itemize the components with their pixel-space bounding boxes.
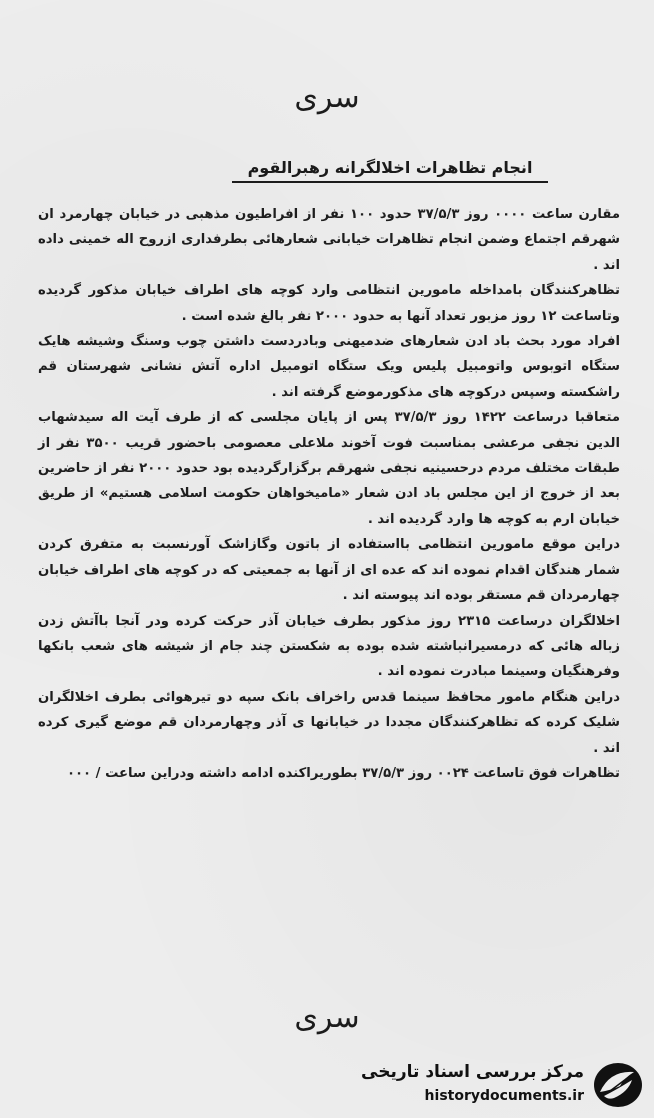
paragraph-3: افراد مورد بحث باد ادن شعارهای ضدمیهنی وبادردست داشتن چوب وسنگ وشیشه هایک ستگاه اتوبوس واتومبیل پلیس ویک ستگاه اتومبیل اداره آتش نشانی شهرستان قم راشکسته وسپس درکوچه های مذکورموضع گرفته اند . — [38, 334, 620, 400]
archive-name: مرکز بررسی اسناد تاریخی — [361, 1062, 584, 1082]
classification-mark-bottom: سری — [294, 1000, 360, 1035]
archive-url[interactable]: historydocuments.ir — [424, 1088, 584, 1104]
paragraph-5: دراین موقع مامورین انتظامی بااستفاده از باتون وگازاشک آورنسبت به متفرق کردن شمار هندگان اقدام نموده اند که عده ای از آنها به جمعیتی که در کوچه های اطراف خیابان چهارمردان قم مستقر بوده اند پیوسته اند . — [38, 537, 620, 604]
document-title: انجام تظاهرات اخلالگرانه رهبرالقوم — [232, 157, 548, 183]
paragraph-4: متعاقبا درساعت ۱۴۲۲ روز ۳۷/۵/۳ پس از پایان مجلسی که از طرف آیت اله سیدشهاب الدین نجفی مرعشی بمناسبت فوت آخوند ملاعلی معصومی باحضور قریب ۳۵۰۰ نفر از طبقات مختلف مردم درحسینیه نجفی شهرقم برگزارگردیده بود حدود ۲۰۰۰ نفر از حاضرین بعد از خروج از این مجلس باد ادن شعار «مامیخواهان حکومت اسلامی هستیم» از طریق خیابان ارم به کوچه ها وارد گردیده اند . — [38, 410, 621, 527]
paragraph-8: تظاهرات فوق تاساعت ۰۰۲۴ روز ۳۷/۵/۳ بطوریراکنده ادامه داشته ودراین ساعت / ۰۰۰ — [66, 765, 620, 781]
document-body — [38, 202, 620, 786]
paragraph-1: مقارن ساعت ۰۰۰۰ روز ۳۷/۵/۳ حدود ۱۰۰ نفر از افراطیون مذهبی در خیابان چهارمرد ان شهرقم اجتماع وضمن انجام تظاهرات خیابانی شعارهائی بطرفداری ازروح اله خمینی داده اند . — [38, 207, 620, 273]
archive-logo-icon — [590, 1060, 644, 1110]
paragraph-7: دراین هنگام مامور محافظ سینما قدس راخراف بانک سپه دو تیرهوائی بطرف اخلالگران شلیک کرده که تظاهرکنندگان مجددا در خیابانها ی آذر وچهارمردان قم موضع گیری کرده اند . — [38, 689, 620, 756]
archive-footer — [361, 1058, 648, 1112]
paragraph-2: تظاهرکنندگان بامداخله مامورین انتظامی وارد کوچه های اطراف خیابان مذکور گردیده وتاساعت ۱۲ روز مزبور تعداد آنها به حدود ۲۰۰۰ نفر بالغ شده است . — [38, 283, 620, 324]
classification-mark-top: سری — [294, 80, 360, 115]
paragraph-6: اخلالگران درساعت ۲۳۱۵ روز مذکور بطرف خیابان آذر حرکت کرده ودر آنجا باآتش زدن زباله هائی که درمسیرانباشته شده بوده به شکستن چند جام از شیشه های شعب بانکها وفرهنگیان وسینما مبادرت نموده اند . — [38, 613, 620, 680]
